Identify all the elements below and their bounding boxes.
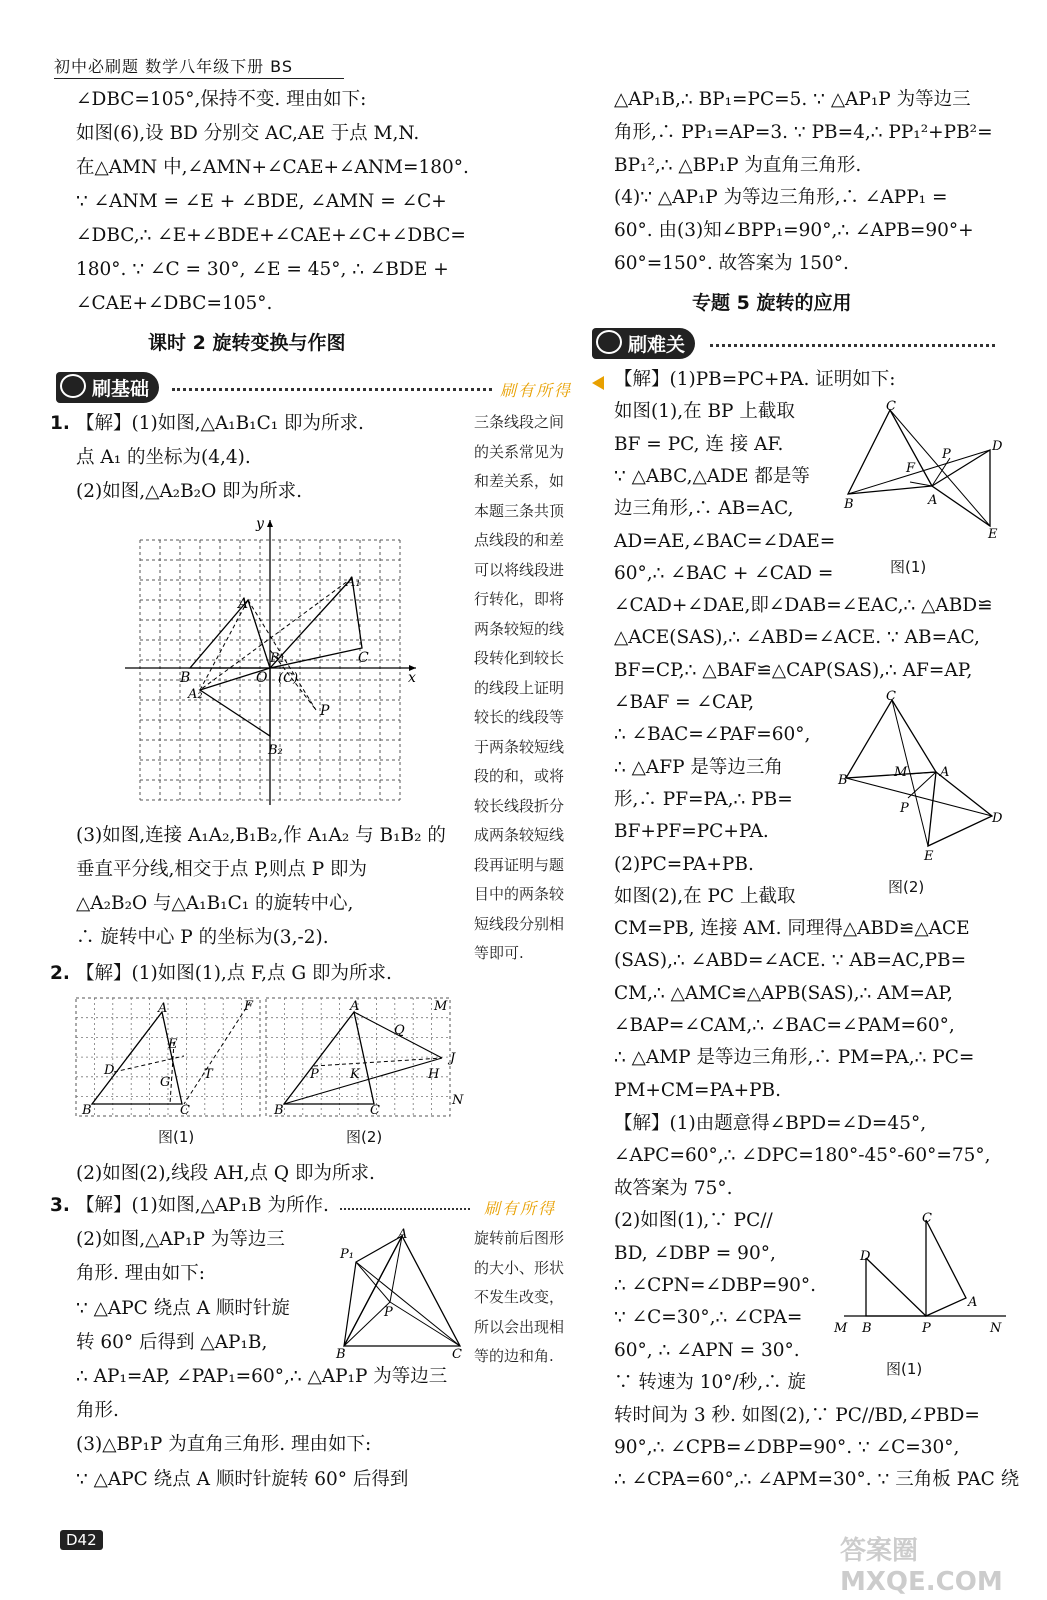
r-fig3-caption: 图(1) bbox=[886, 1360, 923, 1378]
text-line: BF=CP,∴ △BAF≌△CAP(SAS),∴ AF=AP, bbox=[614, 659, 973, 681]
text-line: ∴ △AMP 是等边三角形,∴ PM=PA,∴ PC= bbox=[614, 1047, 975, 1069]
side-note-2 bbox=[474, 1224, 584, 1372]
side-note-line: 段再证明与题 bbox=[474, 855, 565, 874]
text-line: 【解】(1)如图(1),点 F,点 G 即为所求. bbox=[76, 963, 392, 984]
rotation-figure bbox=[334, 1226, 470, 1360]
text-line: 在△AMN 中,∠AMN+∠CAE+∠ANM=180°. bbox=[76, 157, 469, 178]
r-fig2-caption: 图(2) bbox=[888, 878, 925, 896]
text-line: 点 A₁ 的坐标为(4,4). bbox=[76, 447, 251, 468]
text-line: BF = PC, 连 接 AF. bbox=[614, 433, 784, 455]
side-note-line: 和差关系，如 bbox=[474, 472, 565, 490]
svg-text:N: N bbox=[990, 1321, 1002, 1336]
dotted-rule-2 bbox=[340, 1208, 470, 1210]
svg-text:B: B bbox=[838, 773, 848, 788]
question-number: 2. bbox=[50, 963, 70, 984]
grid-figure-2 bbox=[264, 996, 464, 1122]
side-note-line: 较长的线段等 bbox=[474, 708, 565, 726]
svg-text:A: A bbox=[158, 1001, 168, 1016]
text-line: ∴ AP₁=AP, ∠PAP₁=60°,∴ △AP₁P 为等边三 bbox=[76, 1366, 448, 1387]
side-note-line: 行转化，即将 bbox=[474, 590, 565, 608]
question-number: 3. bbox=[50, 1195, 70, 1216]
svg-text:K: K bbox=[350, 1067, 360, 1082]
svg-text:(C): (C) bbox=[278, 671, 299, 686]
svg-text:H: H bbox=[428, 1067, 440, 1082]
text-line: ∴ 旋转中心 P 的坐标为(3,-2). bbox=[76, 927, 329, 948]
text-line: △A₂B₂O 与△A₁B₁C₁ 的旋转中心, bbox=[76, 893, 354, 914]
text-line: ∵ △APC 绕点 A 顺时针旋 bbox=[76, 1297, 290, 1319]
text-line: (2)如图,△AP₁P 为等边三 bbox=[76, 1229, 285, 1251]
brush-icon bbox=[60, 374, 86, 398]
text-line: PM+CM=PA+PB. bbox=[614, 1079, 782, 1101]
svg-text:x: x bbox=[408, 670, 416, 686]
svg-text:D: D bbox=[992, 439, 1003, 454]
text-line: △ACE(SAS),∴ ∠ABD=∠ACE. ∵ AB=AC, bbox=[614, 627, 980, 649]
side-note-line: 的大小、形状 bbox=[474, 1258, 565, 1277]
side-note-1 bbox=[474, 408, 584, 969]
text-line: 60°. 由(3)知∠BPP₁=90°,∴ ∠APB=90°+ bbox=[614, 220, 974, 242]
page-header: 初中必刷题 数学八年级下册 BS bbox=[54, 57, 294, 76]
text-line: 60°, ∴ ∠APN = 30°. bbox=[614, 1339, 800, 1361]
svg-text:P: P bbox=[922, 1321, 931, 1336]
text-line: (4)∵ △AP₁P 为等边三角形,∴ ∠APP₁ = bbox=[614, 187, 948, 209]
text-line: CM=PB, 连接 AM. 同理得△ABD≌△ACE bbox=[614, 918, 970, 940]
side-note-line: 的关系常见为 bbox=[474, 442, 565, 461]
side-note-line: 点线段的和差 bbox=[474, 531, 565, 549]
svg-text:M: M bbox=[834, 1321, 848, 1336]
text-line: ∠BAF = ∠CAP, bbox=[614, 692, 755, 713]
text-line: 转时间为 3 秒. 如图(2),∵ PC//BD,∠PBD= bbox=[614, 1404, 980, 1426]
badge-basic-label: 刷基础 bbox=[92, 377, 150, 400]
question-number: 1. bbox=[50, 413, 70, 434]
text-line: CM,∴ △AMC≌△APB(SAS),∴ AM=AP, bbox=[614, 982, 953, 1004]
svg-text:D: D bbox=[860, 1249, 871, 1264]
side-note-line: 不发生改变， bbox=[474, 1288, 565, 1306]
side-note-line: 本题三条共顶 bbox=[474, 501, 565, 520]
svg-text:O: O bbox=[256, 670, 268, 686]
svg-text:A: A bbox=[398, 1227, 408, 1242]
text-line: ∴ ∠CPN=∠DBP=90°. bbox=[614, 1275, 816, 1296]
svg-text:C: C bbox=[922, 1211, 932, 1226]
svg-text:E: E bbox=[988, 527, 998, 542]
text-line: (2)如图(2),线段 AH,点 Q 即为所求. bbox=[76, 1163, 375, 1184]
topic-title: 专题 5 旋转的应用 bbox=[692, 292, 852, 314]
svg-text:B: B bbox=[844, 497, 854, 512]
svg-text:T: T bbox=[204, 1067, 213, 1082]
text-line: BD, ∠DBP = 90°, bbox=[614, 1242, 776, 1264]
text-line: 【解】(1)如图,△AP₁B 为所作. bbox=[76, 1195, 329, 1216]
text-line: ∵ △ABC,△ADE 都是等 bbox=[614, 465, 810, 487]
text-line: 60°=150°. 故答案为 150°. bbox=[614, 253, 849, 274]
svg-text:P: P bbox=[310, 1067, 319, 1082]
badge-basic bbox=[56, 372, 159, 402]
svg-text:B₂: B₂ bbox=[268, 743, 283, 758]
brush-icon bbox=[596, 330, 622, 354]
svg-text:P: P bbox=[320, 703, 330, 719]
text-line: 180°. ∵ ∠C = 30°, ∠E = 45°, ∴ ∠BDE + bbox=[76, 259, 449, 280]
text-line: △AP₁B,∴ BP₁=PC=5. ∵ △AP₁P 为等边三 bbox=[614, 89, 971, 110]
svg-text:E: E bbox=[924, 849, 934, 864]
svg-text:B₁: B₁ bbox=[270, 651, 285, 666]
grid1-caption: 图(1) bbox=[158, 1128, 195, 1146]
text-line: ∴ ∠CPA=60°,∴ ∠APM=30°. ∵ 三角板 PAC 绕 bbox=[614, 1469, 1020, 1491]
svg-text:B: B bbox=[180, 670, 191, 686]
triangle-ruler-figure bbox=[830, 1208, 1010, 1340]
text-line: ∵ ∠ANM = ∠E + ∠BDE, ∠AMN = ∠C+ bbox=[76, 191, 447, 212]
text-line: 【解】(1)由题意得∠BPD=∠D=45°, bbox=[614, 1113, 927, 1134]
text-line: 【解】(1)PB=PC+PA. 证明如下: bbox=[614, 369, 896, 390]
text-line: 90°,∴ ∠CPB=∠DBP=90°. ∵ ∠C=30°, bbox=[614, 1437, 960, 1458]
coordinate-grid-figure bbox=[120, 510, 420, 810]
svg-text:A: A bbox=[928, 493, 938, 508]
svg-text:P₁: P₁ bbox=[340, 1247, 354, 1262]
svg-text:C: C bbox=[180, 1103, 190, 1118]
side-note-line: 可以将线段进 bbox=[474, 560, 565, 579]
svg-text:A: A bbox=[350, 999, 360, 1014]
svg-text:A: A bbox=[940, 765, 950, 780]
dotted-rule-3 bbox=[710, 344, 995, 347]
svg-text:C: C bbox=[886, 399, 896, 414]
section-title: 课时 2 旋转变换与作图 bbox=[148, 332, 346, 354]
side-note-line: 两条较短的线 bbox=[474, 619, 565, 638]
text-line: 如图(2),在 PC 上截取 bbox=[614, 885, 796, 907]
equilateral-figure-2 bbox=[836, 686, 1006, 866]
svg-text:Q: Q bbox=[394, 1023, 405, 1038]
text-line: ∠APC=60°,∴ ∠DPC=180°-45°-60°=75°, bbox=[614, 1145, 991, 1167]
text-line: 60°,∴ ∠BAC + ∠CAD = bbox=[614, 562, 834, 584]
text-line: (2)PC=PA+PB. bbox=[614, 853, 754, 875]
text-line: 角形,∴ PP₁=AP=3. ∵ PB=4,∴ PP₁²+PB²= bbox=[614, 121, 993, 143]
text-line: ∠BAP=∠CAM,∴ ∠BAC=∠PAM=60°, bbox=[614, 1015, 955, 1036]
r-fig1-caption: 图(1) bbox=[890, 558, 927, 576]
svg-text:P: P bbox=[384, 1305, 393, 1320]
svg-text:C: C bbox=[358, 650, 369, 666]
side-note-line: 短线段分别相 bbox=[474, 914, 565, 933]
side-note-line: 等的边和角. bbox=[474, 1347, 554, 1365]
side-note-line: 所以会出现相 bbox=[474, 1317, 565, 1336]
side-note-line: 的线段上证明 bbox=[474, 678, 565, 697]
svg-text:F: F bbox=[244, 999, 254, 1014]
svg-text:N: N bbox=[452, 1093, 464, 1108]
svg-text:B: B bbox=[336, 1347, 346, 1360]
text-line: BP₁²,∴ △BP₁P 为直角三角形. bbox=[614, 154, 862, 176]
text-line: ∠CAD+∠DAE,即∠DAB=∠EAC,∴ △ABD≌ bbox=[614, 595, 993, 617]
text-line: 转 60° 后得到 △AP₁B, bbox=[76, 1331, 268, 1353]
side-note-line: 于两条较短线 bbox=[474, 737, 565, 756]
dotted-rule bbox=[172, 388, 492, 391]
text-line: ∵ ∠C=30°,∴ ∠CPA= bbox=[614, 1307, 803, 1329]
text-line: (3)△BP₁P 为直角三角形. 理由如下: bbox=[76, 1434, 372, 1456]
svg-text:B: B bbox=[862, 1321, 872, 1336]
side-note-line: 旋转前后图形 bbox=[474, 1229, 565, 1247]
svg-text:G: G bbox=[160, 1075, 171, 1090]
svg-text:A: A bbox=[238, 596, 249, 612]
side-note-line: 目中的两条较 bbox=[474, 885, 565, 903]
text-line: 故答案为 75°. bbox=[614, 1177, 733, 1199]
text-line: ∵ 转速为 10°/秒,∴ 旋 bbox=[614, 1372, 807, 1394]
text-line: 边三角形,∴ AB=AC, bbox=[614, 498, 794, 520]
svg-text:C: C bbox=[886, 689, 896, 704]
side-note-line: 段转化到较长 bbox=[474, 649, 565, 667]
text-line: 如图(1),在 BP 上截取 bbox=[614, 401, 795, 423]
text-line: AD=AE,∠BAC=∠DAE= bbox=[614, 530, 836, 552]
grid-figure-1 bbox=[74, 996, 264, 1122]
side-tag-2: 刷有所得 bbox=[484, 1199, 557, 1218]
text-line: ∠CAE+∠DBC=105°. bbox=[76, 293, 273, 314]
text-line: 垂直平分线,相交于点 P,则点 P 即为 bbox=[76, 859, 368, 880]
svg-text:A₂: A₂ bbox=[188, 687, 203, 702]
watermark: 答案圈 MXQE.COM bbox=[840, 1536, 1003, 1597]
badge-hard bbox=[592, 328, 695, 358]
text-line: ∵ △APC 绕点 A 顺时针旋转 60° 后得到 bbox=[76, 1468, 409, 1490]
svg-text:P: P bbox=[900, 801, 909, 816]
text-line: (2)如图(1),∵ PC// bbox=[614, 1210, 773, 1232]
svg-text:B: B bbox=[274, 1103, 284, 1118]
text-line: ∠DBC=105°,保持不变. 理由如下: bbox=[76, 89, 367, 110]
text-line: (3)如图,连接 A₁A₂,B₁B₂,作 A₁A₂ 与 B₁B₂ 的 bbox=[76, 825, 446, 846]
svg-text:C: C bbox=[452, 1347, 462, 1360]
svg-text:E: E bbox=[168, 1037, 178, 1052]
side-note-line: 段的和，或将 bbox=[474, 767, 565, 785]
text-line: 角形. bbox=[76, 1400, 119, 1422]
svg-text:y: y bbox=[256, 516, 264, 532]
text-line: BF+PF=PC+PA. bbox=[614, 821, 769, 843]
grid2-caption: 图(2) bbox=[346, 1128, 383, 1146]
text-line: 形,∴ PF=PA,∴ PB= bbox=[614, 788, 793, 810]
svg-text:M: M bbox=[434, 999, 448, 1014]
text-line: 【解】(1)如图,△A₁B₁C₁ 即为所求. bbox=[76, 413, 364, 434]
side-tag-1: 刷有所得 bbox=[500, 381, 573, 400]
svg-text:M: M bbox=[894, 765, 908, 780]
text-line: 角形. 理由如下: bbox=[76, 1263, 205, 1285]
text-line: (SAS),∴ ∠ABD=∠ACE. ∵ AB=AC,PB= bbox=[614, 950, 967, 972]
svg-text:D: D bbox=[992, 811, 1003, 826]
text-line: (2)如图,△A₂B₂O 即为所求. bbox=[76, 481, 303, 502]
text-line: ∴ ∠BAC=∠PAF=60°, bbox=[614, 724, 811, 746]
arrow-icon bbox=[592, 376, 604, 390]
svg-text:B: B bbox=[82, 1103, 92, 1118]
badge-hard-label: 刷难关 bbox=[628, 333, 686, 356]
equilateral-figure-1 bbox=[840, 396, 1010, 546]
header-rule bbox=[54, 78, 344, 79]
text-line: 如图(6),设 BD 分别交 AC,AE 于点 M,N. bbox=[76, 123, 420, 144]
side-note-line: 较长线段折分 bbox=[474, 796, 565, 815]
page-number: D42 bbox=[60, 1530, 103, 1550]
text-line: ∠DBC,∴ ∠E+∠BDE+∠CAE+∠C+∠DBC= bbox=[76, 225, 466, 246]
text-line: ∴ △AFP 是等边三角 bbox=[614, 756, 783, 778]
svg-text:F: F bbox=[906, 461, 916, 476]
side-note-line: 三条线段之间 bbox=[474, 413, 565, 431]
svg-text:P: P bbox=[942, 447, 951, 462]
svg-text:C: C bbox=[370, 1103, 380, 1118]
svg-text:D: D bbox=[104, 1063, 115, 1078]
side-note-line: 等即可. bbox=[474, 944, 524, 962]
svg-text:J: J bbox=[450, 1051, 456, 1066]
svg-text:A₁: A₁ bbox=[346, 575, 361, 590]
svg-text:A: A bbox=[968, 1295, 978, 1310]
side-note-line: 成两条较短线 bbox=[474, 826, 565, 844]
